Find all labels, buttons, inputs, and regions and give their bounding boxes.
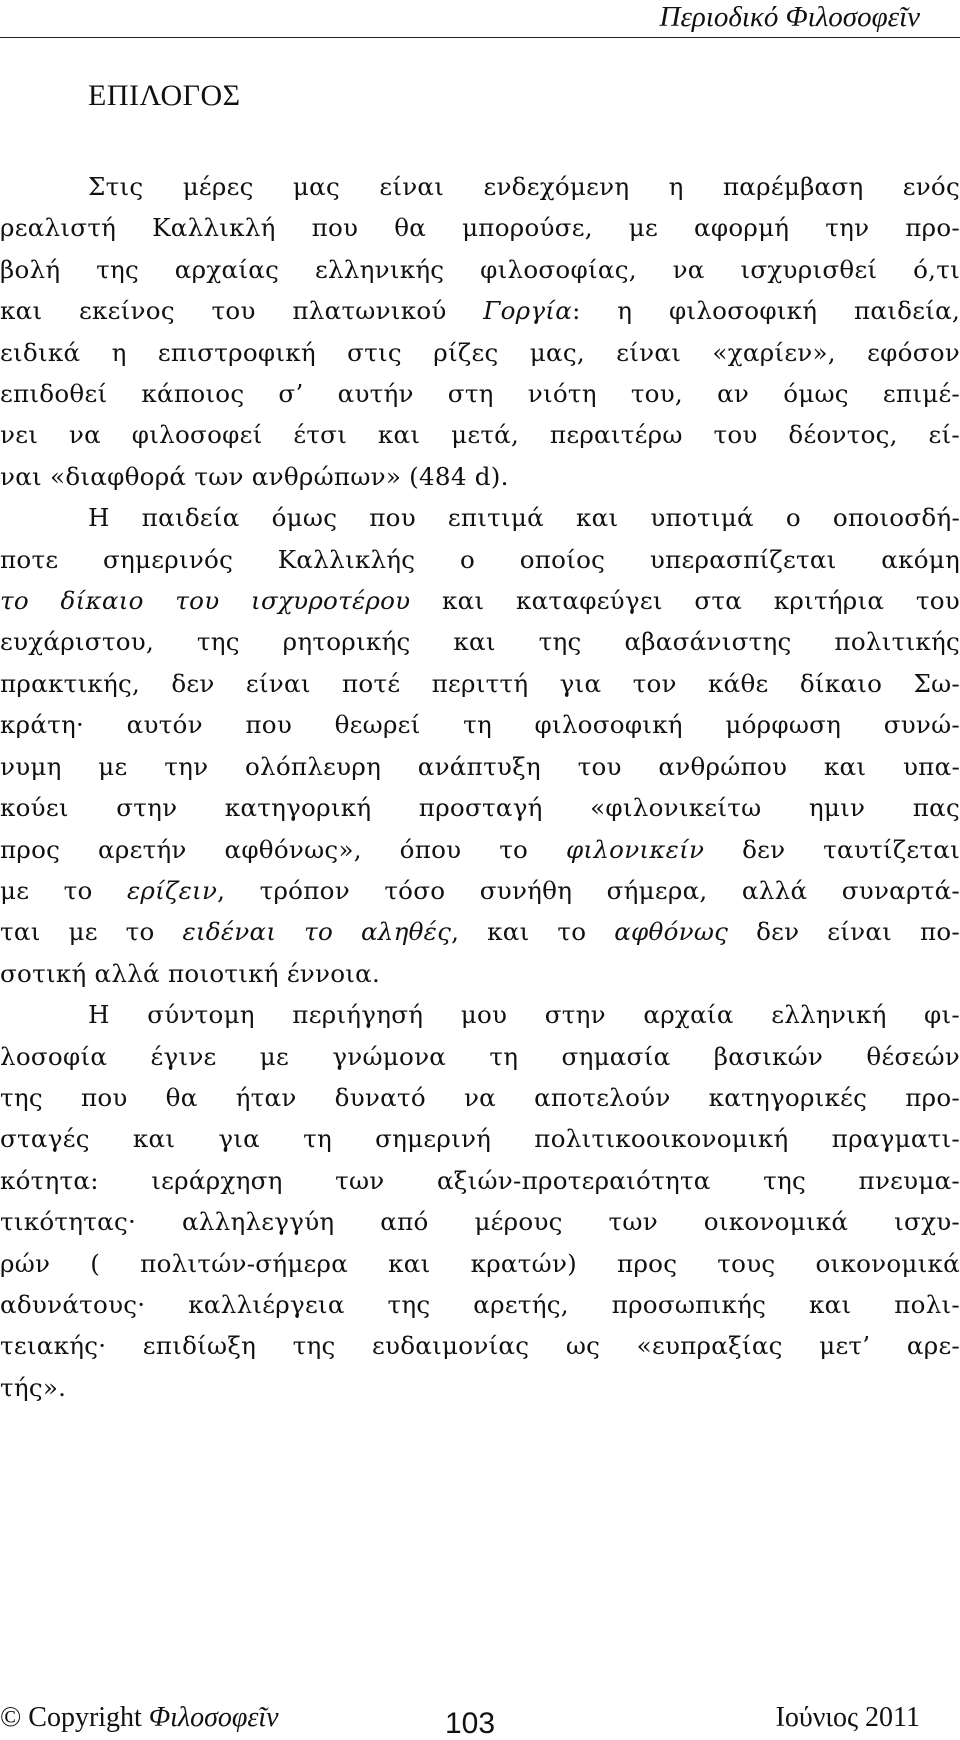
text-run: , τρόπον τόσο συνήθη σήμερα, αλλά συναρτά- xyxy=(217,875,960,905)
text-line xyxy=(0,704,960,745)
running-title: Περιοδικό Φιλοσοφεῖν xyxy=(659,1,920,33)
text-line xyxy=(0,290,960,331)
text-run: σταγές και για τη σημερινή πολιτικοοικονομική πραγματι- xyxy=(0,1124,960,1154)
text-run: και καταφεύγει στα κριτήρια του xyxy=(410,586,960,616)
text-line xyxy=(0,332,960,373)
emphasis: φιλονικείν xyxy=(565,834,705,864)
header-rule xyxy=(0,37,960,38)
text-line xyxy=(0,1367,960,1408)
issue-date: Ιούνιος 2011 xyxy=(775,1702,920,1733)
text-line xyxy=(0,1036,960,1077)
text-line xyxy=(0,994,960,1035)
emphasis: ερίζειν xyxy=(126,875,218,905)
text-line xyxy=(0,166,960,207)
text-line xyxy=(0,249,960,290)
text-line xyxy=(0,663,960,704)
text-run: ποτε σημερινός Καλλικλής ο οποίος υπερασπίζεται ακόμη xyxy=(0,544,960,574)
text-run: με το xyxy=(0,875,127,905)
text-run: τικότητας· αλληλεγγύη από μέρους των οικονομικά ισχυ- xyxy=(0,1207,960,1237)
text-run: ρεαλιστή Καλλικλή που θα μπορούσε, με αφορμή την προ- xyxy=(0,213,960,243)
text-line xyxy=(0,414,960,455)
text-line xyxy=(0,456,960,497)
copyright-notice: © Copyright xyxy=(0,1702,142,1733)
text-line xyxy=(0,497,960,538)
text-run: δεν είναι πο- xyxy=(728,917,960,947)
text-run: : η φιλοσοφική παιδεία, xyxy=(572,296,960,326)
text-run: κότητα: ιεράρχηση των αξιών-προτεραιότητα της πνευμα- xyxy=(0,1165,960,1195)
text-run: ευχάριστου, της ρητορικής και της αβασάνιστης πολιτικής xyxy=(0,627,960,657)
text-run: λοσοφία έγινε με γνώμονα τη σημασία βασικών θέσεών xyxy=(0,1041,960,1071)
text-run: σοτική αλλά ποιοτική έννοια. xyxy=(0,958,381,988)
text-line xyxy=(0,1201,960,1242)
text-run: βολή της αρχαίας ελληνικής φιλοσοφίας, να ισχυρισθεί ό,τι xyxy=(0,254,960,284)
text-run: , και το xyxy=(451,917,615,947)
text-run: δεν ταυτίζεται xyxy=(704,834,960,864)
text-run: και εκείνος του πλατωνικού xyxy=(0,296,484,326)
text-line xyxy=(0,1243,960,1284)
emphasis: Γοργία xyxy=(483,296,573,326)
text-run: νει να φιλοσοφεί έτσι και μετά, περαιτέρω του δέοντος, εί- xyxy=(0,420,960,450)
text-run: προς αρετήν αφθόνως», όπου το xyxy=(0,834,566,864)
emphasis: ειδέναι το αληθές xyxy=(182,917,452,947)
text-run: κράτη· αυτόν που θεωρεί τη φιλοσοφική μόρφωση συνώ- xyxy=(0,710,960,740)
text-run: Η παιδεία όμως που επιτιμά και υποτιμά ο οποιοσδή- xyxy=(88,503,960,533)
text-line xyxy=(0,1325,960,1366)
text-line xyxy=(0,870,960,911)
text-run: ται με το xyxy=(0,917,183,947)
page-number: 103 xyxy=(445,1707,496,1740)
page-footer xyxy=(0,1700,960,1740)
text-run: τής». xyxy=(0,1372,67,1402)
text-line xyxy=(0,580,960,621)
text-run: αδυνάτους· καλλιέργεια της αρετής, προσωπικής και πολι- xyxy=(0,1289,960,1319)
text-run: νυμη με την ολόπλευρη ανάπτυξη του ανθρώπου και υπα- xyxy=(0,751,960,781)
text-line xyxy=(0,1160,960,1201)
text-line xyxy=(0,621,960,662)
text-line xyxy=(0,953,960,994)
emphasis: αφθόνως xyxy=(614,917,729,947)
text-line xyxy=(0,373,960,414)
text-line xyxy=(0,829,960,870)
paragraph xyxy=(0,497,960,994)
text-line xyxy=(0,1118,960,1159)
body-text xyxy=(0,166,960,1408)
text-line xyxy=(0,207,960,248)
text-run: Η σύντομη περιήγησή μου στην αρχαία ελληνική φι- xyxy=(88,1000,960,1030)
paragraph xyxy=(0,166,960,497)
text-run: πρακτικής, δεν είναι ποτέ περιττή για τον κάθε δίκαιο Σω- xyxy=(0,668,960,698)
paragraph xyxy=(0,994,960,1408)
section-title: ΕΠΙΛΟΓΟΣ xyxy=(88,79,241,112)
text-line xyxy=(0,746,960,787)
text-run: ρών ( πολιτών-σήμερα και κρατών) προς τους οικονομικά xyxy=(0,1248,960,1278)
text-run: της που θα ήταν δυνατό να αποτελούν κατηγορικές προ- xyxy=(0,1082,960,1112)
text-run: ναι «διαφθορά των ανθρώπων» (484 d). xyxy=(0,461,509,491)
text-run: τειακής· επιδίωξη της ευδαιμονίας ως «ευπραξίας μετ’ αρε- xyxy=(0,1331,960,1361)
footer-copyright xyxy=(0,1702,279,1734)
text-line xyxy=(0,1077,960,1118)
text-line xyxy=(0,539,960,580)
text-run: επιδοθεί κάποιος σ’ αυτήν στη νιότη του, αν όμως επιμέ- xyxy=(0,379,960,409)
text-line xyxy=(0,911,960,952)
emphasis: το δίκαιο του ισχυροτέρου xyxy=(0,586,411,616)
journal-name: Φιλοσοφεῖν xyxy=(148,1702,279,1733)
text-run: Στις μέρες μας είναι ενδεχόμενη η παρέμβαση ενός xyxy=(88,172,960,201)
text-run: ειδικά η επιστροφική στις ρίζες μας, είναι «χαρίεν», εφόσον xyxy=(0,337,960,367)
text-line xyxy=(0,787,960,828)
text-run: κούει στην κατηγορική προσταγή «φιλονικείτω ημιν πας xyxy=(0,793,960,823)
text-line xyxy=(0,1284,960,1325)
